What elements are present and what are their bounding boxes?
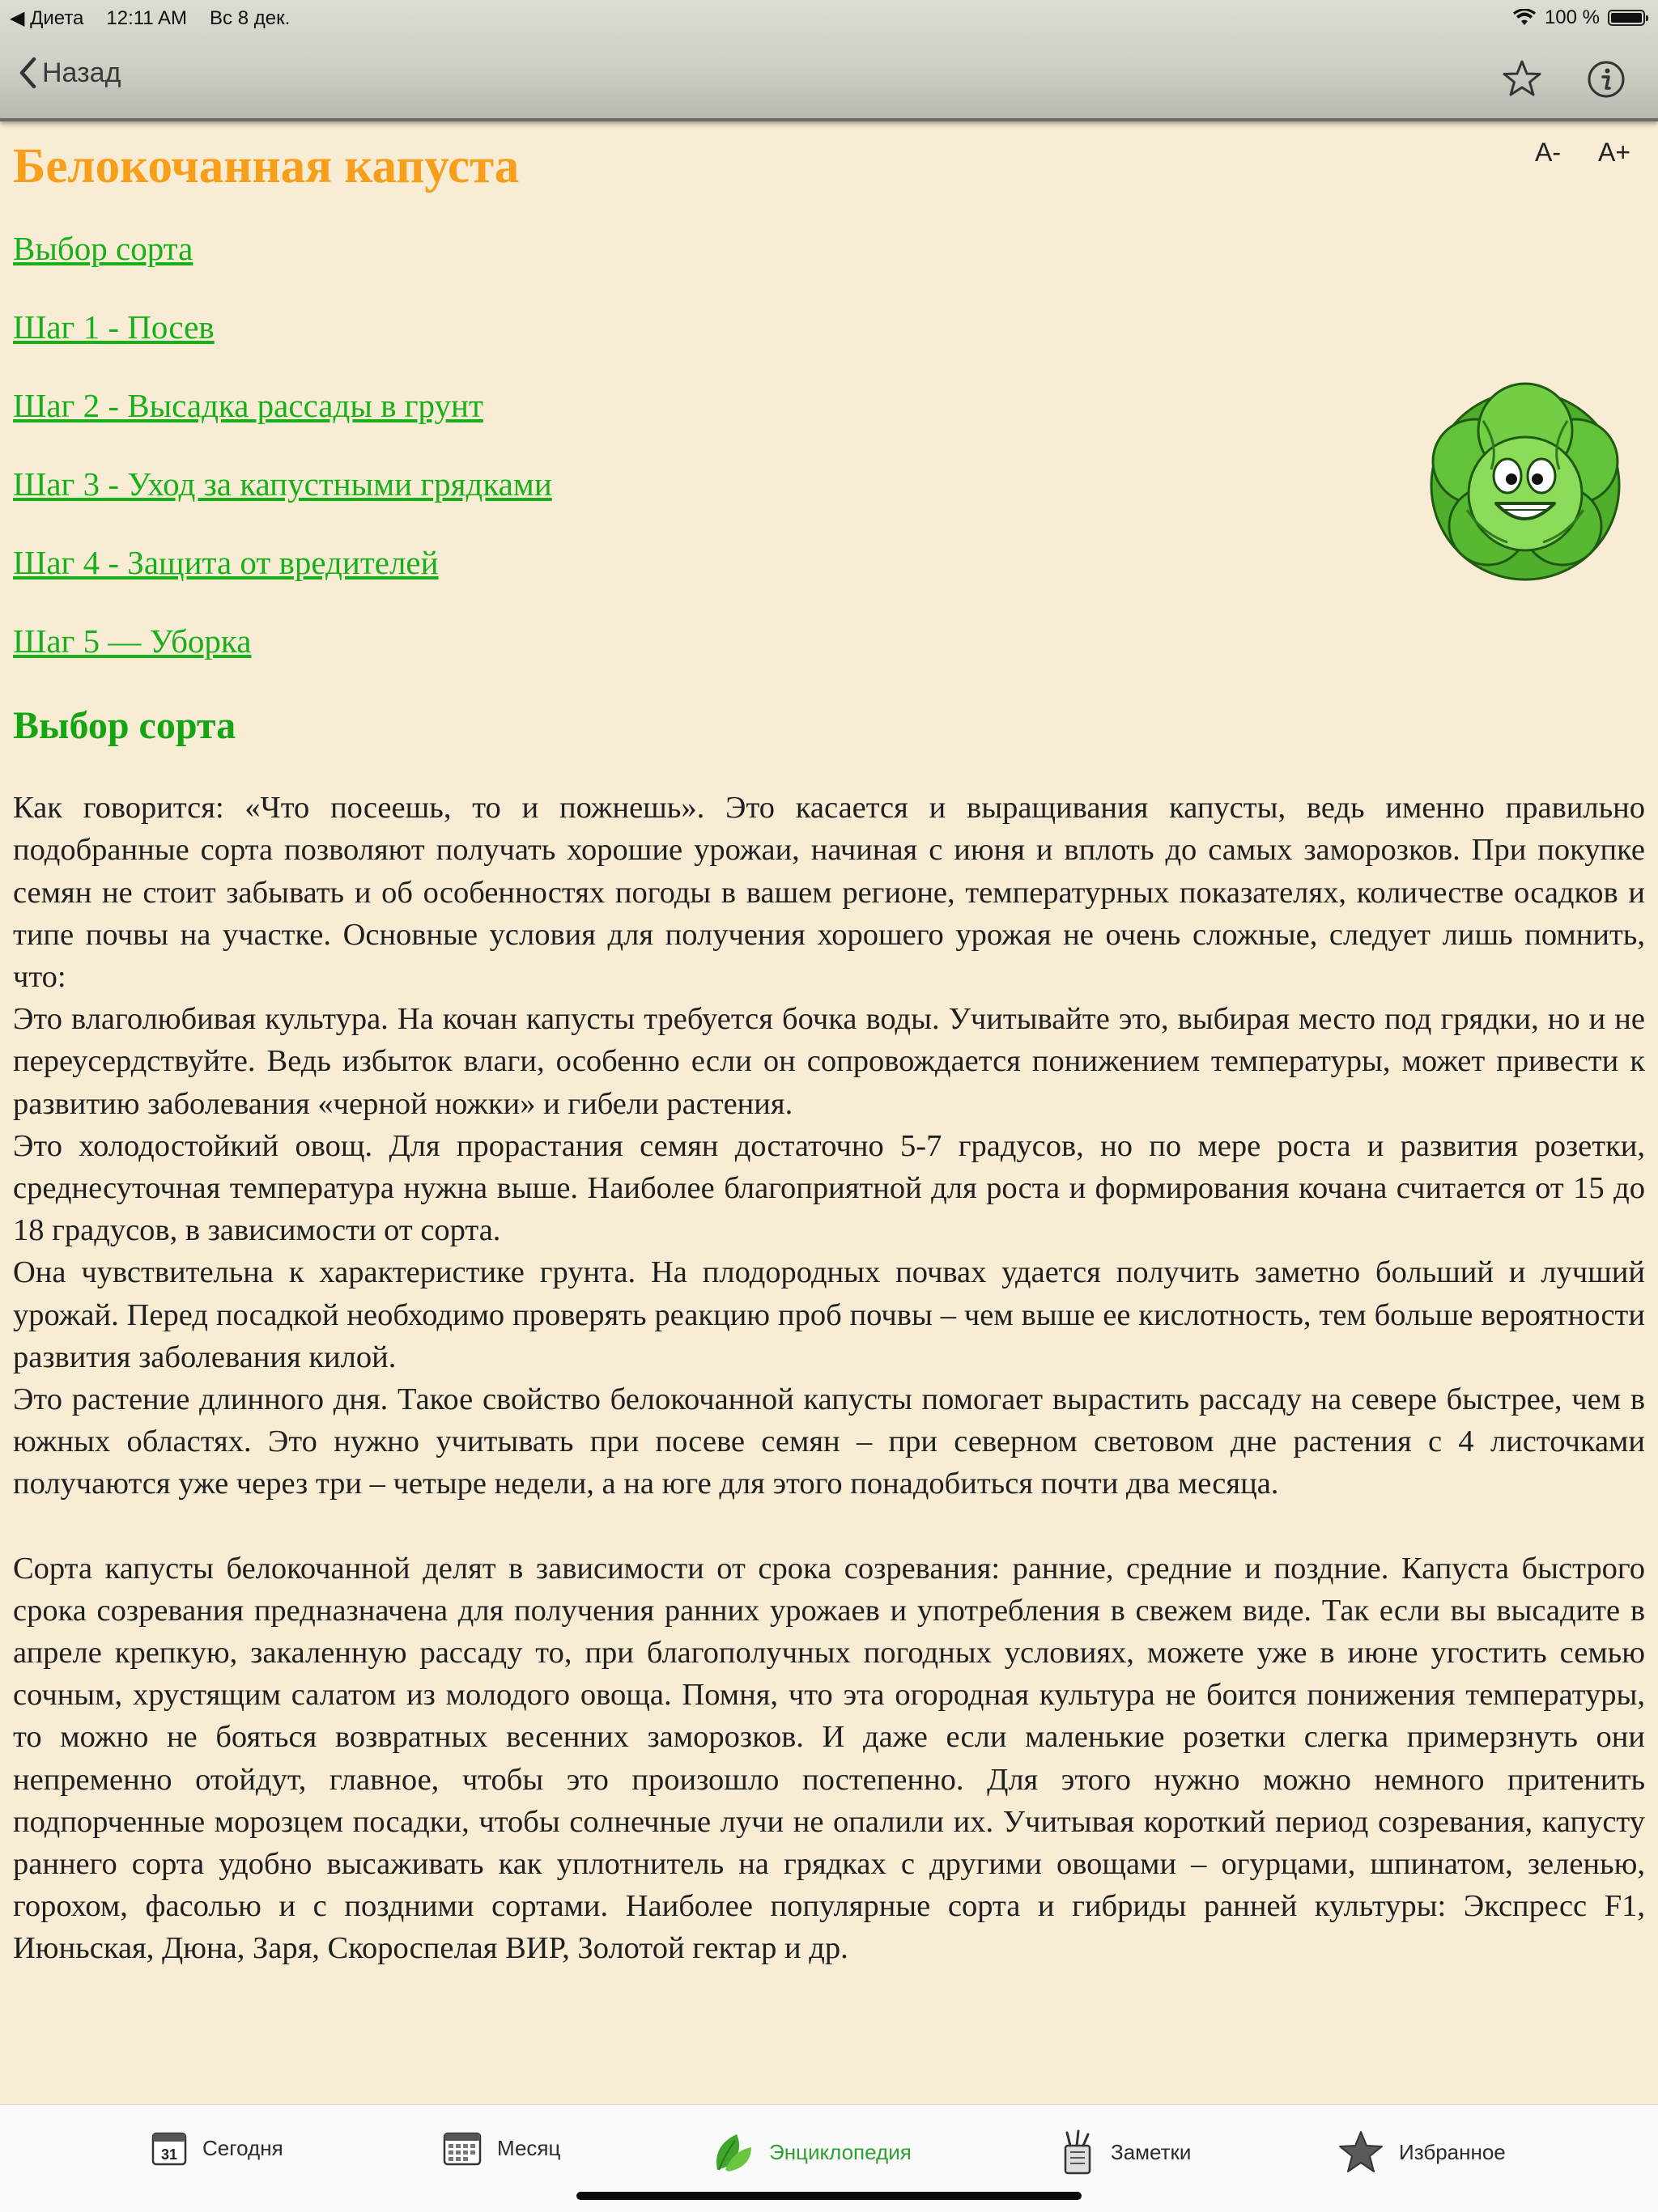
paragraph-line: Это влаголюбивая культура. На кочан капусты требуется бочка воды. Учитывайте это, выбирая место под грядки, но и не переусердствуйте. Ведь избыток влаги, особенно если он сопровождается понижением температуры, может привести к развитию заболевания «черной ножки» и гибели растения. [13, 1002, 1645, 1121]
paragraph-varieties: Сорта капусты белокочанной делят в зависимости от срока созревания: ранние, средние и поздние. Капуста быстрого срока созревания предназначена для получения ранних урожаев и употребления в свежем виде. Так если вы высадите в апреле крепкую, закаленную рассаду то, при благополучных погодных условиях, можете уже в июне угостить семью сочным, хрустящим салатом из молодого овоща. Помня, что эта огородная культура не боится понижения температуры, то можно не бояться возвратных весенних заморозков. И даже если маленькие розетки слегка примерзнуть они непременно отойдут, главное, чтобы это произошло постепенно. Для этого нужно можно немного притенить подпорченные морозцем посадки, чтобы солнечные лучи не опалили их. Учитывая короткий период созревания, капусту раннего сорта удобно высаживать как уплотнитель на грядках с другими овощами – огурцами, шпинатом, зеленью, горохом, фасолью и с поздними сортами. Наиболее популярные сорта и гибриды ранней культуры: Экспресс F1, Июньская, Дюна, Заря, Скороспелая ВИР, Золотой гектар и др. [13, 1551, 1645, 1966]
home-indicator[interactable] [576, 2192, 1082, 2200]
tab-month[interactable] [442, 2129, 560, 2167]
toc-link-step3[interactable]: Шаг 3 - Уход за капустными грядками [13, 465, 552, 503]
tab-label: Месяц [497, 2135, 561, 2160]
info-icon[interactable] [1584, 57, 1629, 102]
paragraph-line: Это растение длинного дня. Такое свойство белокочанной капусты помогает вырастить рассаду на севере быстрее, чем в южных областях. Это нужно учитывать при посеве семян – при северном световом дне растения с 4 листочками получаются уже через три – четыре недели, а на юге для этого понадобиться почти два месяца. [13, 1382, 1645, 1501]
status-time: 12:11 AM [106, 6, 188, 29]
page-title: Белокочанная капуста [13, 139, 520, 193]
toc-link-step4[interactable]: Шаг 4 - Защита от вредителей [13, 544, 439, 582]
back-button[interactable] [18, 57, 121, 89]
paragraph-line: Это холодостойкий овощ. Для прорастания семян достаточно 5-7 градусов, но по мере роста и развития розетки, среднесуточная температура нужна выше. Наиболее благоприятной для роста и формирования кочана считается от 15 до 18 градусов, в зависимости от сорта. [13, 1128, 1645, 1248]
tab-label: Энциклопедия [769, 2139, 912, 2164]
toc-link-step2[interactable]: Шаг 2 - Высадка рассады в грунт [13, 387, 483, 425]
toc-item [13, 308, 1645, 386]
notes-icon [1059, 2129, 1096, 2175]
status-date: Вс 8 дек. [210, 6, 291, 29]
paragraph-intro [13, 787, 1645, 1505]
font-size-controls [1535, 138, 1630, 168]
battery-icon [1608, 10, 1645, 26]
star-icon [1337, 2129, 1384, 2175]
toc-item [13, 229, 1645, 308]
nav-bar [0, 49, 1658, 113]
toc-item [13, 386, 1645, 465]
tab-label: Сегодня [202, 2135, 283, 2160]
tab-today[interactable] [151, 2129, 283, 2167]
paragraph-line: Она чувствительна к характеристике грунта. На плодородных почвах удается получить заметно больший и лучший урожай. Перед посадкой необходимо проверять реакцию проб почвы – чем выше ее кислотность, тем больше вероятности развития заболевания килой. [13, 1255, 1645, 1374]
back-to-app[interactable]: ◀ Диета [10, 7, 84, 29]
table-of-contents [13, 229, 1645, 700]
toc-item [13, 622, 1645, 700]
back-label: Назад [42, 57, 121, 88]
svg-text:31: 31 [160, 2146, 178, 2163]
toc-item [13, 465, 1645, 543]
status-bar [0, 0, 1658, 37]
tab-label: Избранное [1399, 2139, 1506, 2164]
article [13, 129, 1645, 1970]
tab-notes[interactable] [1059, 2129, 1191, 2175]
calendar-month-icon [442, 2129, 483, 2167]
star-outline-icon[interactable] [1499, 57, 1545, 102]
font-increase-button[interactable]: A+ [1597, 138, 1630, 167]
top-bar [0, 0, 1658, 121]
wifi-icon [1512, 9, 1537, 27]
toc-link-step5[interactable]: Шаг 5 — Уборка [13, 622, 252, 660]
chevron-left-icon [18, 57, 37, 89]
toc-item [13, 543, 1645, 622]
font-decrease-button[interactable]: A- [1534, 138, 1561, 167]
cabbage-icon [1418, 372, 1632, 586]
paragraph-line: Как говорится: «Что посеешь, то и пожнешь». Это касается и выращивания капусты, ведь именно правильно подобранные сорта позволяют получать хорошие урожаи, начиная с июня и вплоть до самых заморозков. При покупке семян не стоит забывать и об особенностях погоды в вашем регионе, температурных показателях, количестве осадков и типе почвы на участке. Основные условия для получения хорошего урожая не очень сложные, следует лишь помнить, что: [13, 791, 1645, 994]
toc-link-variety[interactable]: Выбор сорта [13, 230, 193, 268]
battery-percent: 100 % [1544, 6, 1600, 28]
tab-favorites[interactable] [1337, 2129, 1506, 2175]
leaf-icon [709, 2129, 755, 2175]
calendar-day-icon [151, 2129, 188, 2167]
toc-link-step1[interactable]: Шаг 1 - Посев [13, 308, 215, 346]
tab-label: Заметки [1111, 2139, 1192, 2164]
section-heading: Выбор сорта [13, 704, 236, 748]
tab-encyclopedia[interactable] [709, 2129, 912, 2175]
